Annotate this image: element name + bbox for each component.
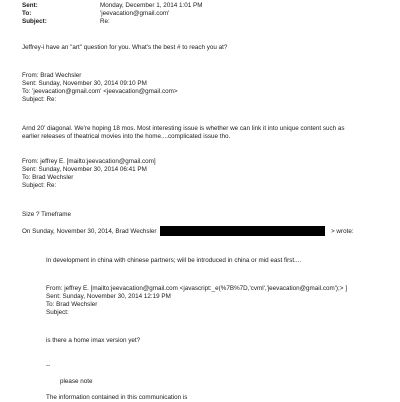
quote-question: is there a home imax version yet? — [46, 337, 141, 344]
header-sent-row — [22, 2, 202, 10]
quote-to: To: Brad Wechsler — [46, 301, 98, 308]
to-value: 'jeevacation@gmail.com' — [100, 10, 170, 17]
intro-line: Jeffrey-i have an "art" question for you. What's the best # to reach you at? — [22, 44, 228, 51]
msg1-subject: Subject: Re: — [22, 96, 57, 103]
msg2-to: To: Brad Wechsler — [22, 174, 74, 181]
sent-label: Sent: — [22, 2, 38, 9]
msg1-sent: Sent: Sunday, November 30, 2014 09:10 PM — [22, 80, 147, 87]
quote-from: From: jeffrey E. [mailto:jeevacation@gmail.com <javascript:_e(%7B%7D,'cvml','jeevacation@gmail.com');> ] — [46, 285, 347, 292]
quote-on-suffix: > wrote: — [331, 228, 354, 235]
quote-please-note: please note — [60, 378, 93, 385]
msg2-from: From: jeffrey E. [mailto:jeevacation@gmail.com] — [22, 158, 156, 165]
msg1-body-line2: earlier releases of theatrical movies into the home....complicated issue tho. — [22, 133, 231, 140]
quote-on-prefix: On Sunday, November 30, 2014, Brad Wechsler — [22, 228, 157, 235]
quote-subject: Subject: — [46, 309, 69, 316]
quote-sent: Sent: Sunday, November 30, 2014 12:19 PM — [46, 293, 171, 300]
quote-dev-line: In development in china with chinese partners; will be introduced in china or mid east first.... — [46, 257, 302, 264]
subject-value: Re: — [100, 18, 110, 25]
msg2-subject: Subject: Re: — [22, 182, 57, 189]
redaction-bar — [160, 226, 325, 236]
header-subject-row — [22, 18, 110, 26]
msg1-body-line1: Arnd 20' diagonal. We're hoping 18 mos. Most interesting issue is whether we can link it into unique content such as — [22, 125, 345, 132]
quote-dashes: -- — [46, 362, 51, 369]
msg2-sent: Sent: Sunday, November 30, 2014 06:41 PM — [22, 166, 147, 173]
to-label: To: — [22, 10, 32, 17]
msg2-body: Size ? Timeframe — [22, 211, 71, 218]
msg1-to: To: 'jeevacation@gmail.com' <jeevacation@gmail.com> — [22, 88, 178, 95]
sent-value: Monday, December 1, 2014 1:01 PM — [100, 2, 203, 9]
header-to-row — [22, 10, 169, 18]
subject-label: Subject: — [22, 18, 47, 25]
quote-footer: The information contained in this communication is — [46, 394, 188, 401]
msg1-from: From: Brad Wechsler — [22, 72, 82, 79]
